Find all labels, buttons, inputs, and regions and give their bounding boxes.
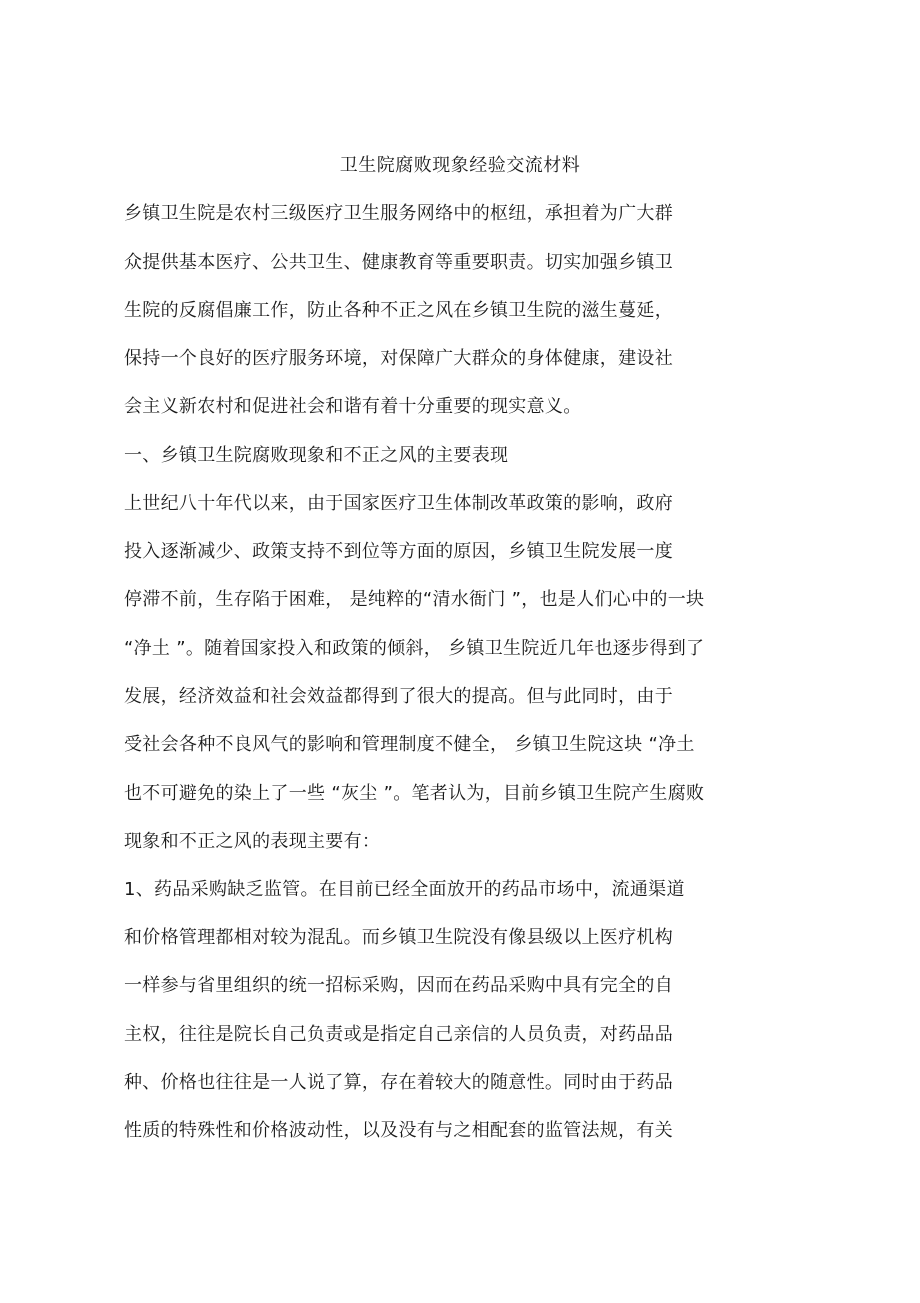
paragraph-line: 种、价格也往往是一人说了算，存在着较大的随意性。同时由于药品 xyxy=(124,1072,673,1093)
paragraph-line: 众提供基本医疗、公共卫生、健康教育等重要职责。切实加强乡镇卫 xyxy=(124,252,673,273)
paragraph-line: 上世纪八十年代以来，由于国家医疗卫生体制改革政策的影响，政府 xyxy=(124,493,673,514)
list-item-heading: 1、药品采购缺乏监管。在目前已经全面放开的药品市场中，流通渠道 xyxy=(124,879,685,900)
paragraph-line: 会主义新农村和促进社会和谐有着十分重要的现实意义。 xyxy=(124,396,582,417)
paragraph-line: 一样参与省里组织的统一招标采购，因而在药品采购中具有完全的自 xyxy=(124,975,673,996)
paragraph-line: “净土 ”。随着国家投入和政策的倾斜， 乡镇卫生院近几年也逐步得到了 xyxy=(124,638,705,659)
paragraph-line: 乡镇卫生院是农村三级医疗卫生服务网络中的枢纽，承担着为广大群 xyxy=(124,203,673,224)
paragraph-line: 发展，经济效益和社会效益都得到了很大的提高。但与此同时，由于 xyxy=(124,686,673,707)
paragraph-line: 停滞不前，生存陷于困难， 是纯粹的“清水衙门 ”，也是人们心中的一块 xyxy=(124,589,705,610)
paragraph-line: 主权，往往是院长自己负责或是指定自己亲信的人员负责，对药品品 xyxy=(124,1024,673,1045)
paragraph-line: 投入逐渐减少、政策支持不到位等方面的原因，乡镇卫生院发展一度 xyxy=(124,541,673,562)
paragraph-line: 现象和不正之风的表现主要有： xyxy=(124,831,381,852)
paragraph-line: 性质的特殊性和价格波动性，以及没有与之相配套的监管法规，有关 xyxy=(124,1120,673,1141)
paragraph-line: 和价格管理都相对较为混乱。而乡镇卫生院没有像县级以上医疗机构 xyxy=(124,927,673,948)
paragraph-line: 生院的反腐倡廉工作，防止各种不正之风在乡镇卫生院的滋生蔓延， xyxy=(124,300,673,321)
document-title: 卫生院腐败现象经验交流材料 xyxy=(339,155,581,176)
paragraph-line: 也不可避免的染上了一些 “灰尘 ”。笔者认为，目前乡镇卫生院产生腐败 xyxy=(124,783,705,804)
section-heading: 一、乡镇卫生院腐败现象和不正之风的主要表现 xyxy=(124,445,509,466)
paragraph-line: 保持一个良好的医疗服务环境，对保障广大群众的身体健康，建设社 xyxy=(124,348,673,369)
paragraph-line: 受社会各种不良风气的影响和管理制度不健全， 乡镇卫生院这块 “净土 xyxy=(124,734,695,755)
